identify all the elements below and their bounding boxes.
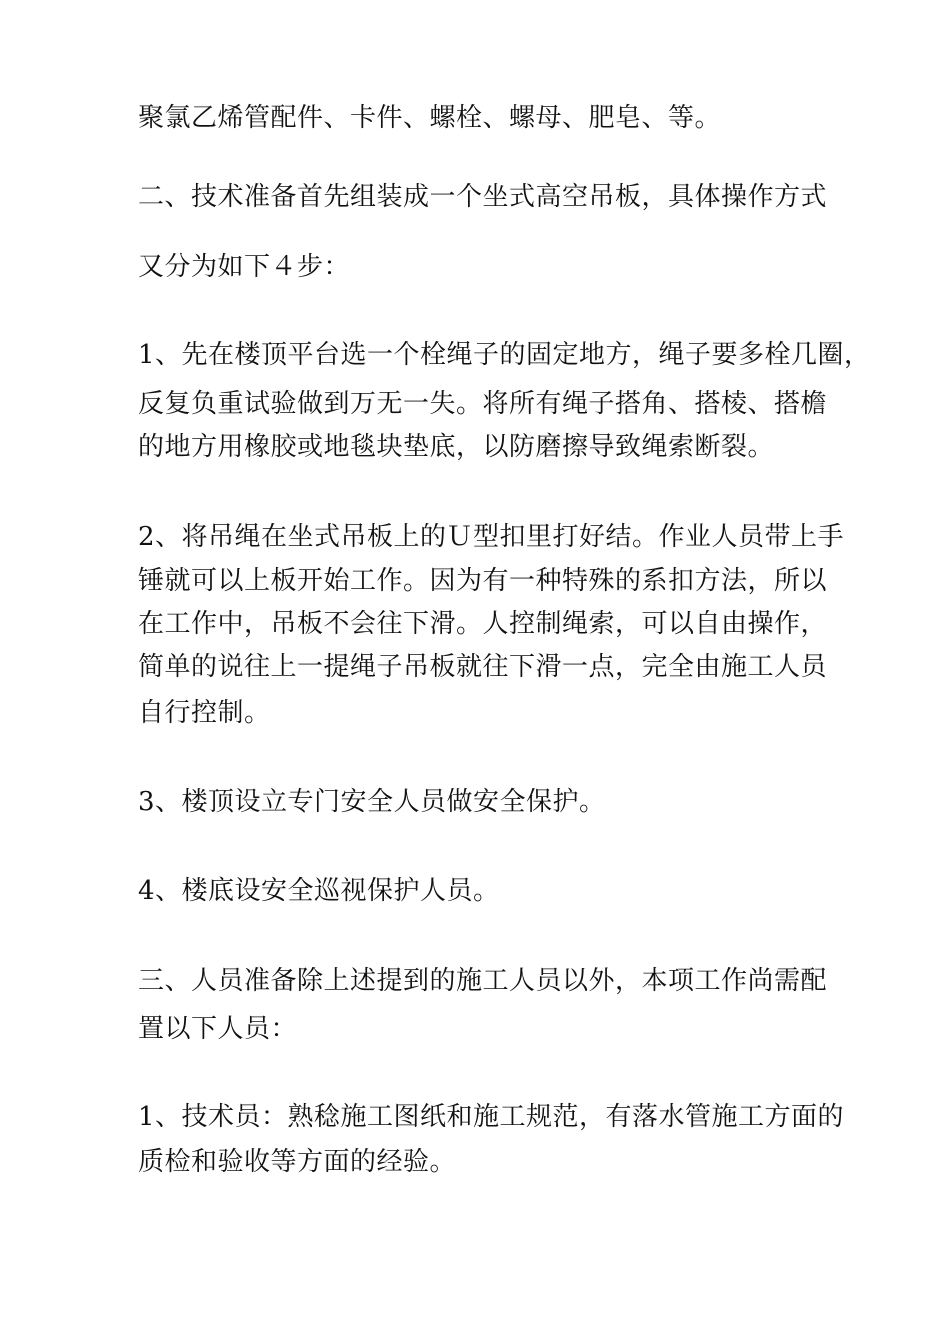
text-line-step1-b: 反复负重试验做到万无一失。将所有绳子搭角、搭棱、搭檐 (138, 389, 828, 419)
text-line-step2-a: 2、将吊绳在坐式吊板上的Ｕ型扣里打好结。作业人员带上手 (138, 522, 845, 552)
text-line-steps-intro: 又分为如下４步： (138, 252, 351, 282)
text-line-technician-a: 1、技术员：熟稔施工图纸和施工规范，有落水管施工方面的 (138, 1102, 845, 1132)
text-line-step2-d: 简单的说往上一提绳子吊板就往下滑一点，完全由施工人员 (138, 652, 828, 682)
text-line-technical-prep: 二、技术准备首先组装成一个坐式高空吊板，具体操作方式 (138, 182, 828, 212)
text-line-step2-b: 锤就可以上板开始工作。因为有一种特殊的系扣方法，所以 (138, 566, 828, 596)
text-line-step1-a: 1、先在楼顶平台选一个栓绳子的固定地方，绳子要多栓几圈， (138, 340, 871, 370)
text-line-technician-b: 质检和验收等方面的经验。 (138, 1147, 457, 1177)
text-line-personnel-prep: 三、人员准备除上述提到的施工人员以外，本项工作尚需配 (138, 966, 828, 996)
text-line-step2-e: 自行控制。 (138, 698, 271, 728)
text-line-step3: 3、楼顶设立专门安全人员做安全保护。 (138, 787, 606, 817)
text-line-materials: 聚氯乙烯管配件、卡件、螺栓、螺母、肥皂、等。 (138, 103, 722, 133)
text-line-step2-c: 在工作中，吊板不会往下滑。人控制绳索，可以自由操作， (138, 609, 828, 639)
text-line-step1-c: 的地方用橡胶或地毯块垫底，以防磨擦导致绳索断裂。 (138, 432, 775, 462)
text-line-personnel-list: 置以下人员： (138, 1014, 298, 1044)
text-line-step4: 4、楼底设安全巡视保护人员。 (138, 876, 500, 906)
